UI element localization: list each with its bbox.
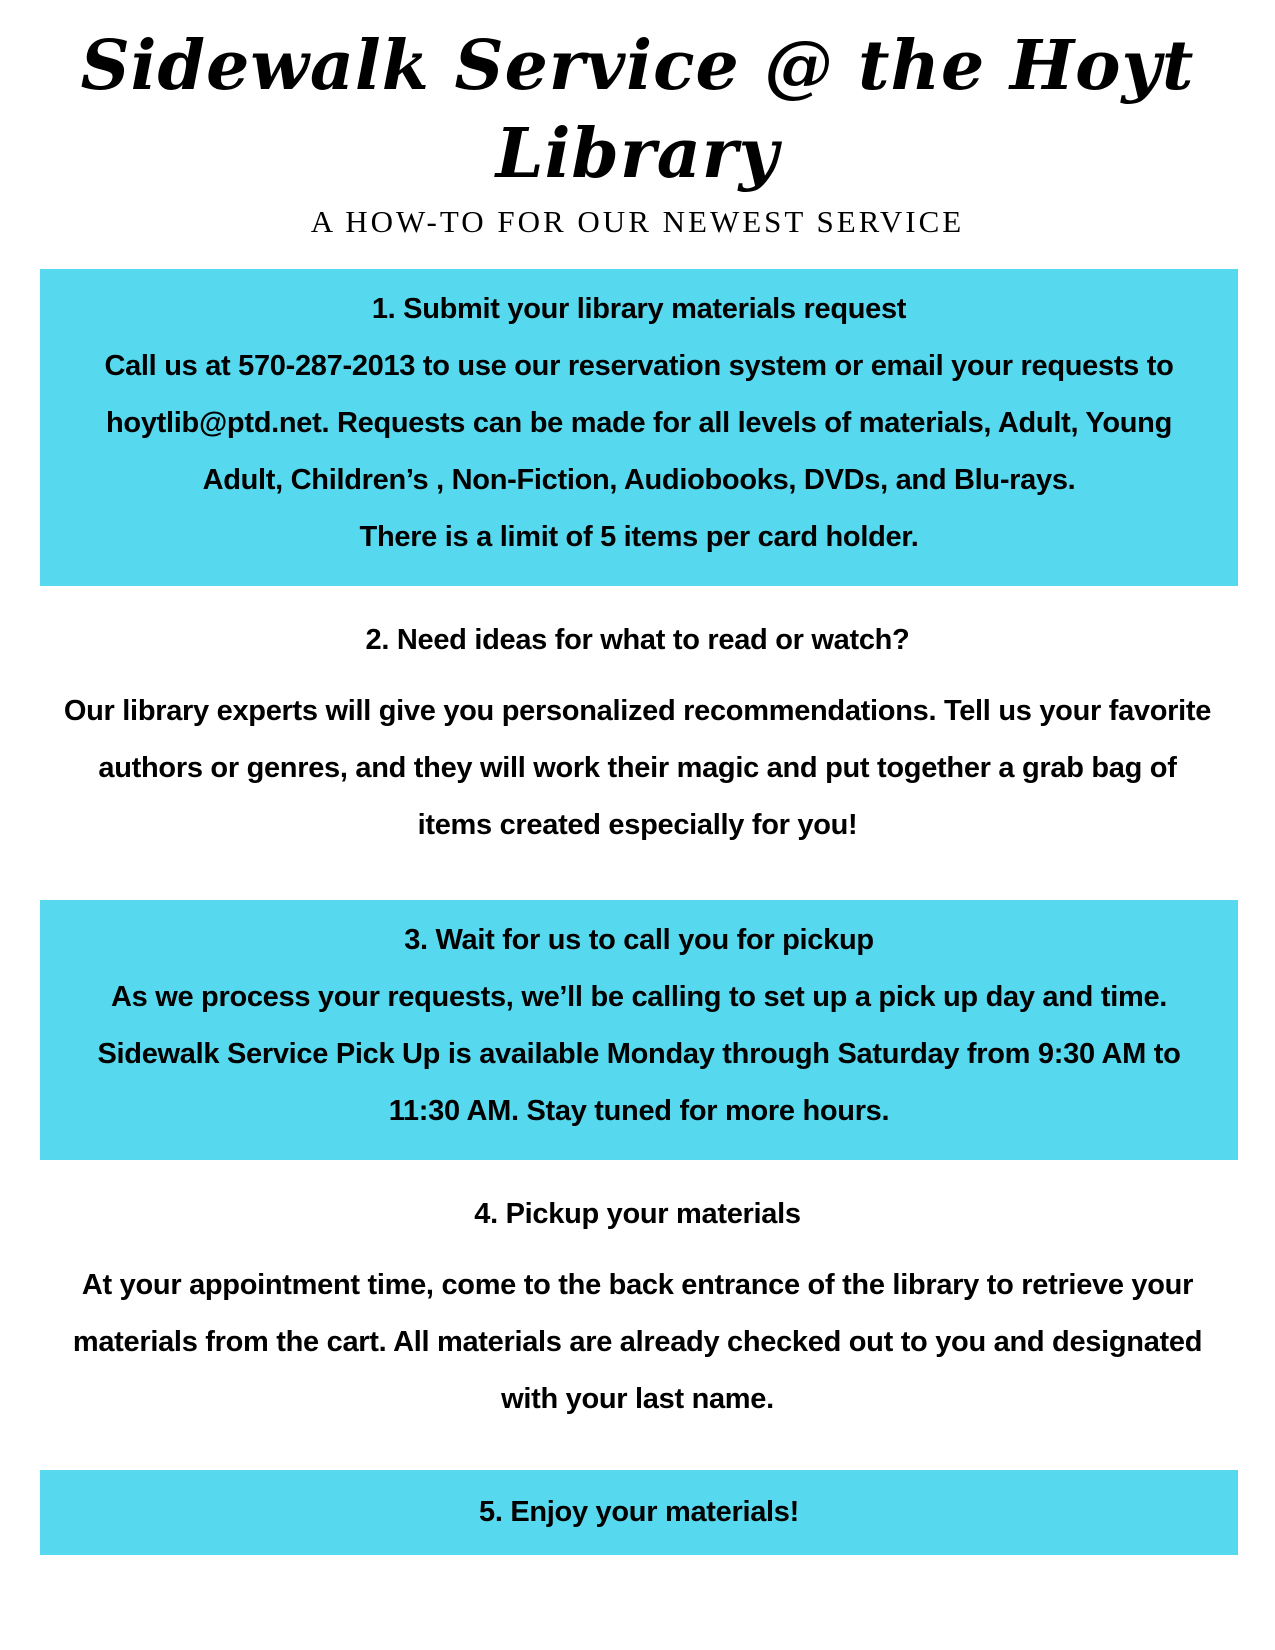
- step-3-heading: 3. Wait for us to call you for pickup: [404, 923, 874, 956]
- step-1-paragraph: Call us at 570-287-2013 to use our reservation system or email your requests to hoytlib@ptd.net. Requests can be made for all levels of materials, Adult, Young Adult, Children’s , Non-Fiction, Audiobooks, DVDs, and Blu-rays.: [104, 349, 1174, 496]
- page-subtitle: A HOW-TO FOR OUR NEWEST SERVICE: [310, 203, 965, 239]
- step-2-paragraph: Our library experts will give you personalized recommendations. Tell us your favorite authors or genres, and they will work their magic and put together a grab bag of items created especially for you!: [63, 694, 1212, 841]
- step-3-wait-for-call: [40, 900, 1238, 1160]
- step-1-submit-request: [40, 269, 1238, 586]
- step-3-paragraph: As we process your requests, we’ll be calling to set up a pick up day and time. Sidewalk Service Pick Up is available Monday through Saturday from 9:30 AM to 11:30 AM. Stay tuned for more hours.: [97, 980, 1181, 1127]
- step-4-paragraph: At your appointment time, come to the back entrance of the library to retrieve your materials from the cart. All materials are already checked out to you and designated with your last name.: [72, 1268, 1203, 1415]
- page-title: Sidewalk Service @ the Hoyt Library: [80, 26, 1195, 195]
- step-5-heading: 5. Enjoy your materials!: [479, 1495, 799, 1528]
- step-1-heading: 1. Submit your library materials request: [371, 292, 907, 325]
- step-1-limit-note: There is a limit of 5 items per card holder.: [359, 520, 919, 553]
- step-5-enjoy-materials: [40, 1470, 1238, 1555]
- step-4-pickup-materials: [0, 1186, 1275, 1428]
- step-2-heading: 2. Need ideas for what to read or watch?: [365, 623, 910, 656]
- step-4-heading: 4. Pickup your materials: [474, 1197, 801, 1230]
- step-2-need-ideas: [0, 612, 1275, 854]
